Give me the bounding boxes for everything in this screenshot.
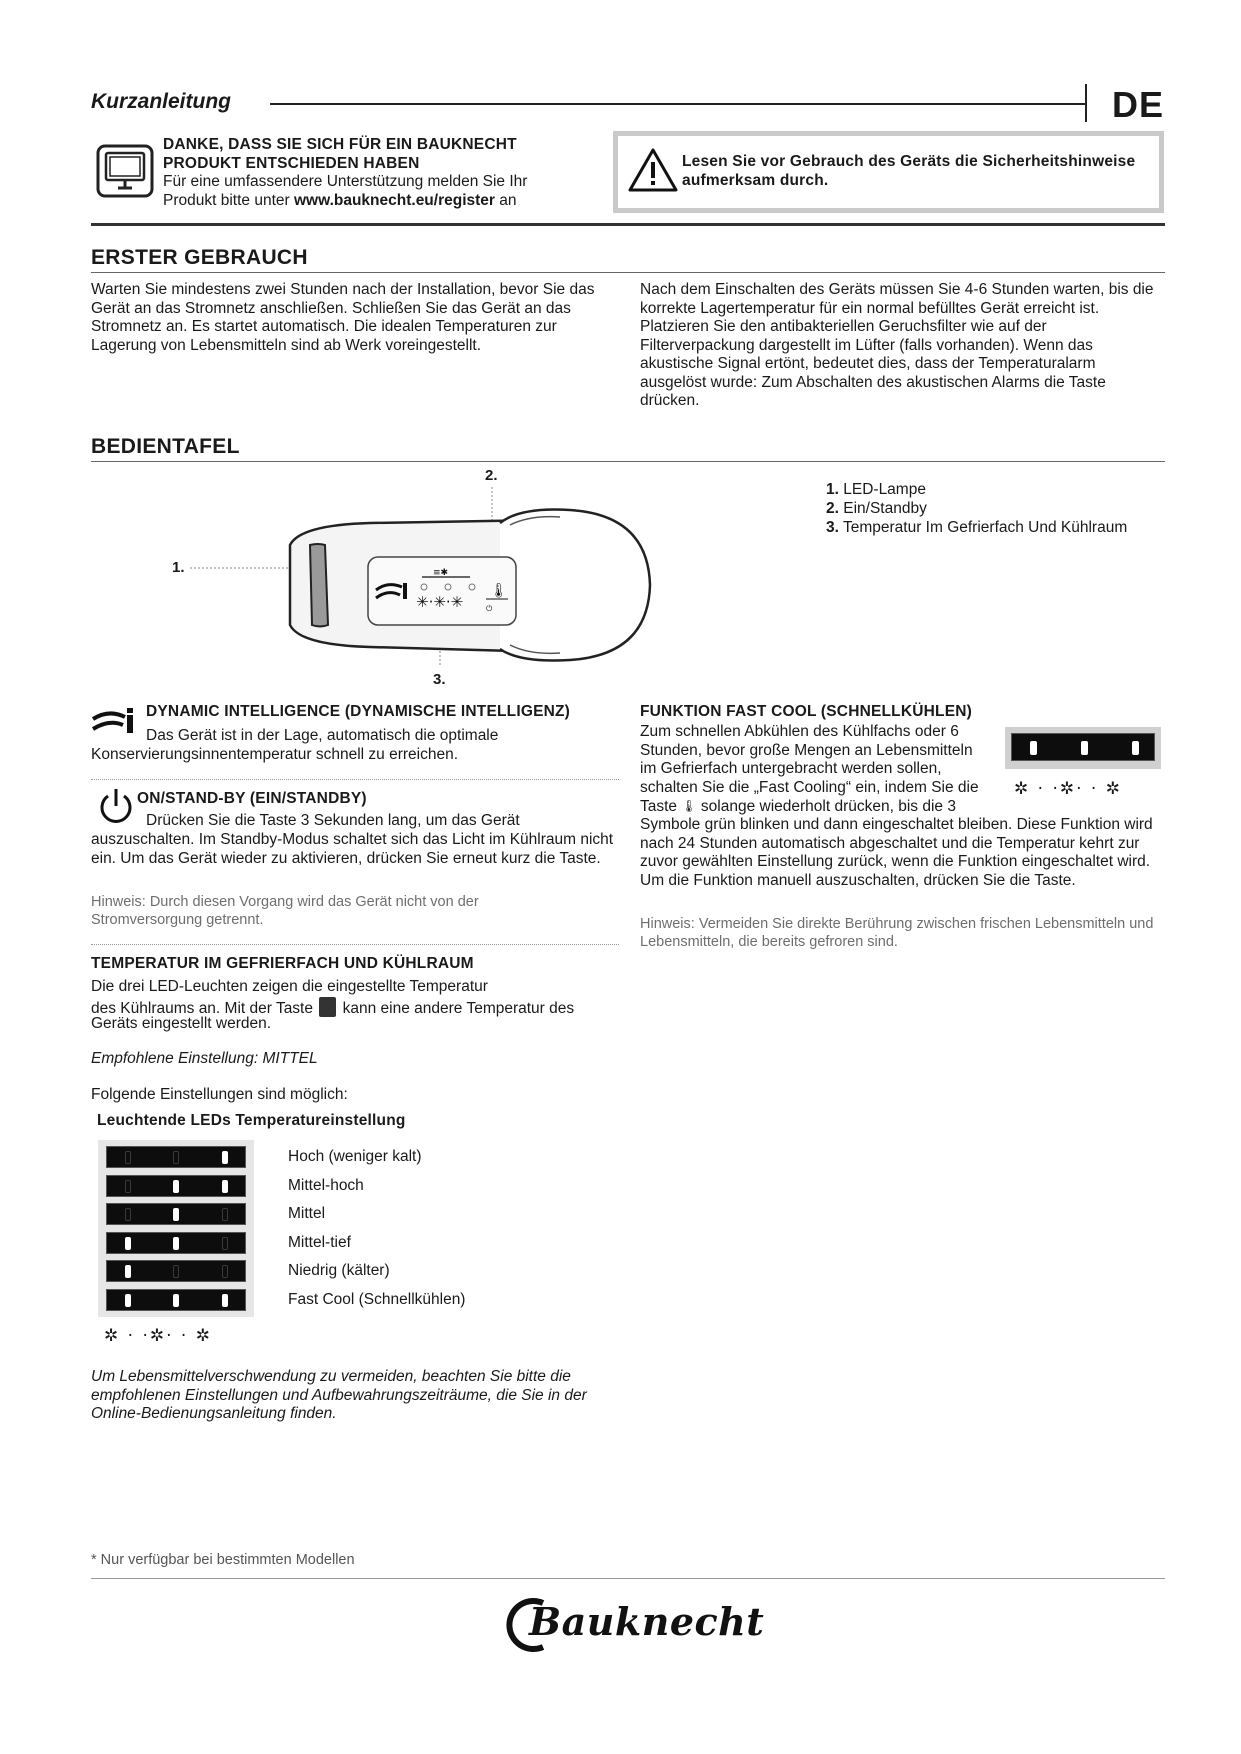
fast-cool-led-indicator: [1005, 727, 1161, 769]
thanks-heading-2: PRODUKT ENTSCHIEDEN HABEN: [163, 155, 420, 172]
led-setting-label: Hoch (weniger kalt): [288, 1148, 422, 1165]
standby-text-2: auszuschalten. Im Standby-Modus schaltet sich das Licht im Kühlraum nicht ein. Um das Gerät wieder zu aktivieren, drücken Sie erneut kurz die Taste.: [91, 831, 614, 867]
top-divider: [91, 223, 1165, 226]
led-setting-label: Niedrig (kälter): [288, 1262, 390, 1279]
svg-text:✳·✳·✳: ✳·✳·✳: [416, 593, 464, 611]
led-on: [173, 1180, 179, 1193]
thanks-heading-1: DANKE, DASS SIE SICH FÜR EIN BAUKNECHT: [163, 136, 517, 153]
led-off: [125, 1180, 131, 1193]
thanks-text-1: Für eine umfassendere Unterstützung melden Sie Ihr: [163, 173, 528, 190]
legend-text: Ein/Standby: [843, 500, 927, 517]
temperature-text-2-pre: des Kühlraums an. Mit der Taste: [91, 1000, 313, 1017]
led-row: [106, 1289, 246, 1311]
led-settings-table: [0, 1140, 600, 1345]
legend-num: 2.: [826, 500, 839, 517]
legend-num: 1.: [826, 481, 839, 498]
led-on: [125, 1265, 131, 1278]
led-on: [1132, 741, 1139, 755]
footer-rule: [91, 1578, 1165, 1579]
led-on: [125, 1237, 131, 1250]
temperature-text-3: Geräts eingestellt werden.: [91, 1015, 272, 1032]
fast-cool-line-3: im Gefrierfach untergebracht werden sollen,: [640, 760, 942, 777]
callout-1: 1.: [172, 559, 185, 576]
possible-settings-label: Folgende Einstellungen sind möglich:: [91, 1086, 348, 1103]
dynamic-intelligence-icon: [91, 707, 137, 735]
thermometer-button-icon: 🌡: [681, 799, 697, 813]
fast-cool-note: Hinweis: Vermeiden Sie direkte Berührung zwischen frischen Lebensmitteln und Lebensmitteln, die bereits gefroren sind.: [640, 916, 1154, 950]
legend-num: 3.: [826, 519, 839, 536]
legend-text: Temperatur Im Gefrierfach Und Kühlraum: [842, 519, 1128, 536]
temperature-footnote: Um Lebensmittelverschwendung zu vermeiden, beachten Sie bitte die empfohlenen Einstellungen und Aufbewahrungszeiträume, die Sie in der Online-Bedienungsanleitung finden.: [91, 1368, 587, 1422]
dotted-divider: [91, 779, 619, 780]
standby-text-1: Drücken Sie die Taste 3 Sekunden lang, um das Gerät: [146, 812, 520, 829]
panel-legend: [826, 480, 1127, 537]
legend-item: [826, 518, 1127, 537]
warning-triangle-icon: [627, 147, 679, 193]
led-setting-label: Mittel: [288, 1205, 326, 1222]
callout-3: 3.: [433, 671, 446, 688]
dotted-divider: [91, 944, 619, 945]
fast-cool-line-5-post: solange wiederholt drücken, bis die 3: [700, 798, 956, 815]
led-off: [222, 1237, 228, 1250]
svg-text:⏻: ⏻: [486, 604, 493, 613]
power-icon: [96, 786, 136, 826]
led-setting-label: Mittel-hoch: [288, 1176, 364, 1194]
warning-text-2: aufmerksam durch.: [682, 172, 829, 189]
led-on: [173, 1208, 179, 1221]
fast-cool-line-5-pre: Taste: [640, 798, 678, 815]
led-table-header: Leuchtende LEDs Temperatureinstellung: [97, 1112, 406, 1129]
callout-2: 2.: [485, 467, 498, 484]
brand-name: Bauknecht: [529, 1599, 765, 1644]
temperature-text-1: Die drei LED-Leuchten zeigen die eingestellte Temperatur: [91, 978, 488, 995]
led-table-snowflakes: ✲ · ·✲· · ✲: [104, 1326, 212, 1346]
legend-item: [826, 499, 1127, 518]
led-on: [222, 1294, 228, 1307]
first-use-left-text: Warten Sie mindestens zwei Stunden nach der Installation, bevor Sie das Gerät an das Stromnetz anschließen. Schließen Sie das Gerät an das Stromnetz an. Es startet automatisch. Die idealen Temperaturen zur Lagerung von Lebensmitteln sind ab Werk voreingestellt.: [91, 281, 595, 354]
led-setting-label: Mittel-tief: [288, 1233, 351, 1251]
led-row: [106, 1232, 246, 1254]
temperature-title: TEMPERATUR IM GEFRIERFACH UND KÜHLRAUM: [91, 955, 474, 972]
standby-note: Hinweis: Durch diesen Vorgang wird das Gerät nicht von der Stromversorgung getrennt.: [91, 894, 479, 928]
first-use-rule: [91, 272, 1165, 273]
standby-title: ON/STAND-BY (EIN/STANDBY): [137, 790, 367, 807]
thanks-text-2: [163, 192, 583, 211]
temperature-text-2-post: kann eine andere Temperatur des: [342, 1000, 575, 1017]
dynamic-intelligence-text-2: Konservierungsinnentemperatur schnell zu erreichen.: [91, 746, 459, 763]
thanks-text-pre: Produkt bitte unter: [163, 191, 294, 209]
led-setting-label: Fast Cool (Schnellkühlen): [288, 1290, 466, 1308]
thanks-text-post: an: [494, 191, 517, 209]
page-header-title: Kurzanleitung: [91, 90, 231, 113]
led-on: [173, 1237, 179, 1250]
warning-text-1: Lesen Sie vor Gebrauch des Geräts die Sicherheitshinweise: [682, 153, 1136, 170]
control-panel-illustration: [150, 465, 670, 691]
header-rule: [270, 103, 1085, 105]
led-row: [106, 1175, 246, 1197]
led-row: [106, 1260, 246, 1282]
register-link[interactable]: www.bauknecht.eu/register: [293, 191, 495, 209]
led-on: [222, 1151, 228, 1164]
section-title-control-panel: BEDIENTAFEL: [91, 435, 240, 458]
fast-cool-line-1: Zum schnellen Abkühlen des Kühlfachs oder 6: [640, 723, 959, 740]
safety-warning-box: [613, 131, 1164, 213]
thanks-block: [163, 135, 583, 210]
fast-cool-led-bar: [1011, 733, 1155, 761]
led-on: [125, 1294, 131, 1307]
led-on: [173, 1294, 179, 1307]
section-title-first-use: ERSTER GEBRAUCH: [91, 246, 308, 269]
led-off: [222, 1265, 228, 1278]
led-off: [125, 1151, 131, 1164]
fast-cool-text-rest: Symbole grün blinken und dann eingeschaltet bleiben. Diese Funktion wird nach 24 Stunden automatisch abgeschaltet und die Temperatur kehrt zur zuvor gewählten Einstellung zurück, wenn die Funktion eingeschaltet wird. Um die Funktion manuell auszuschalten, drücken Sie die Taste.: [640, 816, 1153, 889]
temperature-button-icon: [319, 997, 336, 1017]
fast-cool-line-5: [640, 797, 956, 817]
svg-text:≡✱: ≡✱: [433, 568, 449, 578]
led-on: [1030, 741, 1037, 755]
first-use-right-text: Nach dem Einschalten des Geräts müssen Sie 4-6 Stunden warten, bis die korrekte Lagertemperatur für ein normal befülltes Gerät erreicht ist. Platzieren Sie den antibakteriellen Geruchsfilter wie auf der Filterverpackung dargestellt im Lüfter (falls vorhanden). Wenn das akustische Signal ertönt, bedeutet dies, dass der Temperaturalarm ausgelöst wurde: Zum Abschalten des akustischen Alarms die Taste drücken.: [640, 281, 1154, 409]
recommended-setting: Empfohlene Einstellung: MITTEL: [91, 1050, 318, 1067]
asterisk-note: * Nur verfügbar bei bestimmten Modellen: [91, 1552, 355, 1568]
language-label: DE: [1112, 84, 1165, 125]
control-panel-rule: [91, 461, 1165, 462]
header-rule-tick: [1085, 84, 1087, 122]
led-row: [106, 1146, 246, 1168]
led-off: [125, 1208, 131, 1221]
legend-text: LED-Lampe: [843, 481, 926, 498]
dynamic-intelligence-title: DYNAMIC INTELLIGENCE (DYNAMISCHE INTELLIGENZ): [146, 703, 571, 720]
led-on: [222, 1180, 228, 1193]
legend-item: [826, 480, 1127, 499]
brand-logo: [503, 1593, 763, 1655]
led-off: [173, 1265, 179, 1278]
led-row: [106, 1203, 246, 1225]
monitor-icon: [96, 144, 154, 198]
led-on: [1081, 741, 1088, 755]
led-off: [173, 1151, 179, 1164]
fast-cool-line-4: schalten Sie die „Fast Cooling“ ein, indem Sie die: [640, 779, 979, 796]
fast-cool-line-2: Stunden, bevor große Mengen an Lebensmitteln: [640, 742, 973, 759]
svg-text:🌡: 🌡: [490, 583, 508, 599]
dynamic-intelligence-text-1: Das Gerät ist in der Lage, automatisch die optimale: [146, 727, 499, 744]
fast-cool-snowflakes: ✲ · ·✲· · ✲: [1014, 779, 1122, 799]
led-off: [222, 1208, 228, 1221]
fast-cool-title: FUNKTION FAST COOL (SCHNELLKÜHLEN): [640, 703, 972, 720]
